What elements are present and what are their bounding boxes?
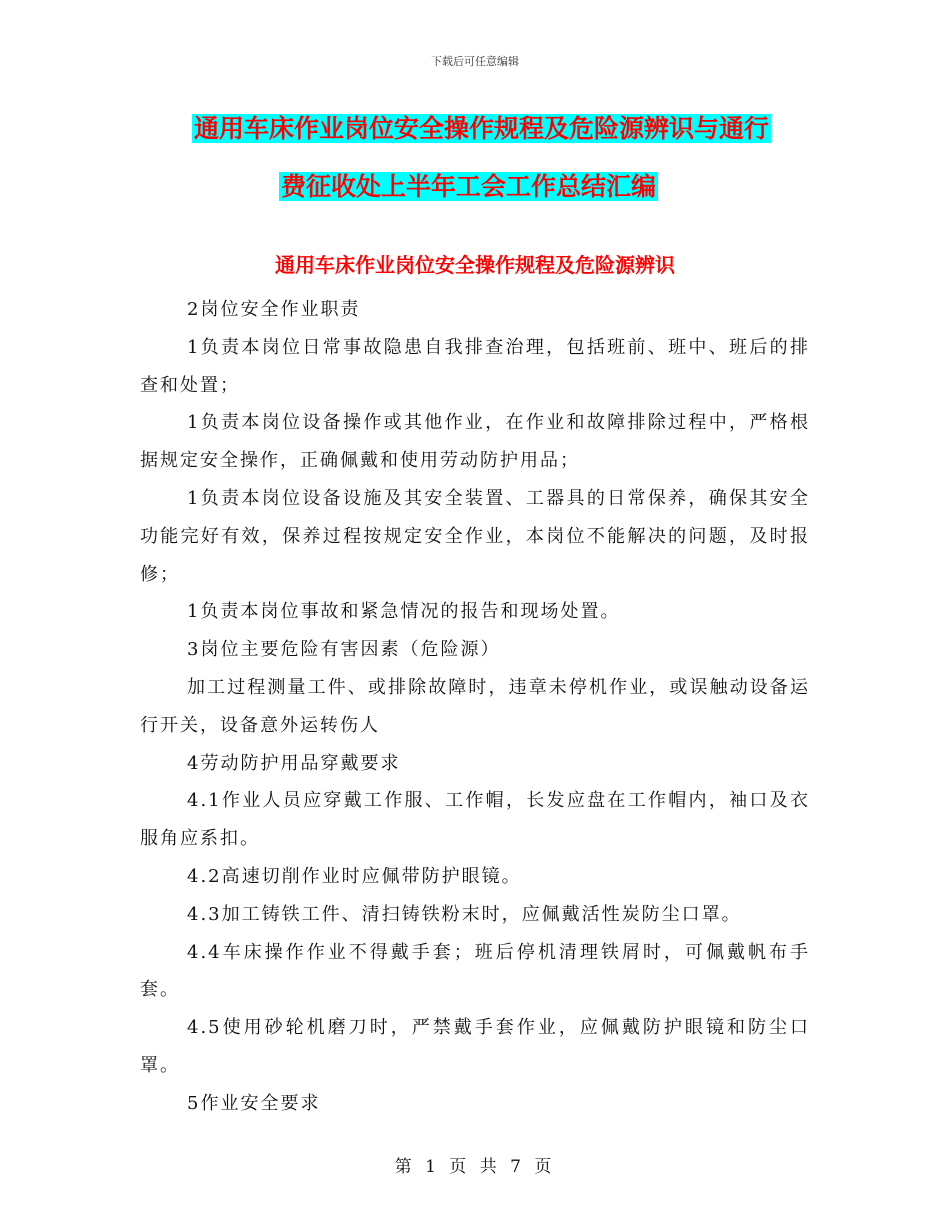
paragraph: 1负责本岗位设备设施及其安全装置、工器具的日常保养，确保其安全功能完好有效，保养过程按规定安全作业，本岗位不能解决的问题，及时报修；	[140, 487, 810, 585]
paragraph: 2岗位安全作业职责	[187, 299, 361, 320]
title-line-1-text: 通用车床作业岗位安全操作规程及危险源辨识与通行	[194, 114, 770, 143]
paragraph: 4劳动防护用品穿戴要求	[187, 752, 401, 774]
paragraph: 5作业安全要求	[187, 1092, 321, 1114]
paragraph: 3岗位主要危险有害因素（危险源）	[187, 639, 501, 661]
paragraph: 1负责本岗位设备操作或其他作业，在作业和故障排除过程中，严格根据规定安全操作，正确佩戴和使用劳动防护用品；	[140, 412, 810, 472]
title-line-1	[140, 110, 820, 148]
paragraph: 加工过程测量工件、或排除故障时，违章未停机作业，或误触动设备运行开关，设备意外运转伤人	[140, 676, 810, 736]
section-subtitle: 通用车床作业岗位安全操作规程及危险源辨识	[275, 253, 675, 277]
paragraph: 4.3加工铸铁工件、清扫铸铁粉末时，应佩戴活性炭防尘口罩。	[187, 903, 742, 925]
document-title	[140, 110, 820, 226]
page-footer: 第 1 页 共 7 页	[394, 1157, 556, 1177]
paragraph: 4.4车床操作作业不得戴手套；班后停机清理铁屑时，可佩戴帆布手套。	[140, 941, 810, 1001]
paragraph: 1负责本岗位事故和紧急情况的报告和现场处置。	[187, 601, 621, 623]
body-content	[140, 291, 810, 1123]
paragraph: 4.5使用砂轮机磨刀时，严禁戴手套作业，应佩戴防护眼镜和防尘口罩。	[140, 1017, 810, 1076]
header-note: 下载后可任意编辑	[431, 55, 519, 68]
paragraph: 4.1作业人员应穿戴工作服、工作帽，长发应盘在工作帽内，袖口及衣服角应系扣。	[140, 790, 810, 850]
title-line-2	[140, 168, 820, 206]
paragraph: 1负责本岗位日常事故隐患自我排查治理，包括班前、班中、班后的排查和处置；	[140, 336, 810, 396]
title-line-2-text: 费征收处上半年工会工作总结汇编	[281, 172, 657, 201]
paragraph: 4.2高速切削作业时应佩带防护眼镜。	[187, 865, 522, 887]
